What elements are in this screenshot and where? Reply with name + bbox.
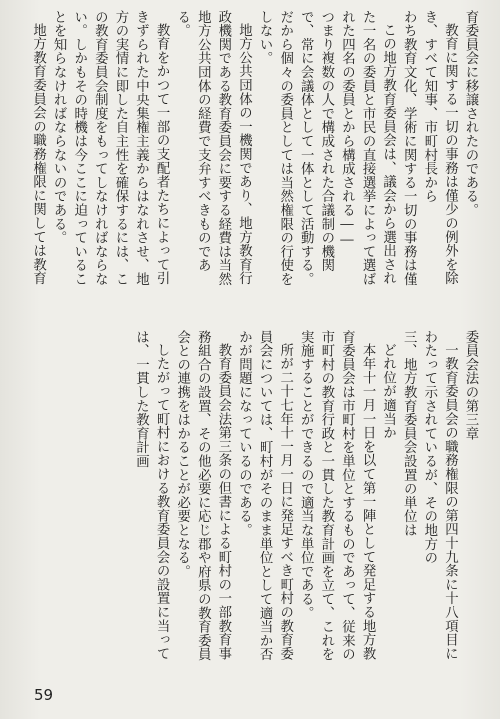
paragraph: 教育に関する一切の事務は僅少の例外を除き、すべて知事、市町村長から — [421, 10, 458, 286]
paragraph: 地方教育委員会の職務権限に関しては教育 — [30, 23, 46, 286]
paragraph: 所が二十七年十一月一日に発足すべき町村の教育委員会については、町村がそのまま単位として適当か否かが問題になっているのである。 — [236, 330, 293, 662]
bottom-text-block — [22, 330, 480, 664]
top-text-block — [22, 10, 480, 294]
paragraph: この地方教育委員会は、議会から選出された一名の委員と市民の直接選挙によって選ばれた四名の委員とから構成される―― — [339, 10, 396, 286]
section-heading: 三、地方教育委員会設置の単位は — [401, 330, 417, 537]
paragraph: 教育をかつて一部の支配者たちによって引きずられた中央集権主義からはなれさせ、地方の実情に即した自主性を確保するには、この教育委員会制度をもってしなければならない。しかもその時機は今ここに迫っていることを知らなければならないのである。 — [51, 10, 170, 286]
paragraph: 地方公共団体の一機関であり、地方教育行政機関である教育委員会に要する経費は当然地方公共団体の経費で支弁すべきものである。 — [174, 10, 252, 286]
section-heading: どれ位が適当か — [380, 343, 396, 440]
paragraph: したがって町村における教育委員会の設置に当っては、一貫した教育計画 — [133, 330, 170, 661]
paragraph: つまり複数の人で構成された合議制の機関で、常に会議体として一体として活動する。だから個々の委員としては当然権限の行使をしない。 — [257, 10, 334, 286]
paragraph: 育委員会に移譲されたのである。 — [463, 10, 478, 217]
paragraph: わち教育文化、学術に関する一切の事務は僅 — [401, 10, 417, 286]
page-number: 59 — [34, 686, 54, 704]
paragraph: 本年十一月一日を以て第一陣として発足する地方教育委員会は市町村を単位とするものであって、従来の市町村の教育行政と一貫した教育計画を立て、これを実施することができるので適当な単位である。 — [298, 330, 376, 662]
paragraph: 教育委員会法第三条の但書による町村の一部教育事務組合の設置、その他必要に応じ郡や府県の教育委員会との連携をはかることが必要となる。 — [174, 330, 231, 662]
paragraph: 委員会法の第三章 — [463, 330, 478, 441]
paragraph: 一教育委員会の職務権限の第四十九条に十八項目にわたって示されているが、その地方の — [421, 330, 458, 661]
